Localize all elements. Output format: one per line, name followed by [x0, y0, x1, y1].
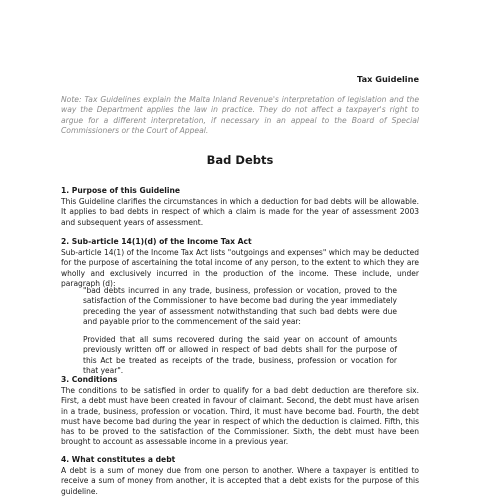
section-heading-sub-article: 2. Sub-article 14(1)(d) of the Income Tax Act	[61, 237, 252, 246]
document-type-label: Tax Guideline	[357, 74, 419, 84]
section-heading-purpose: 1. Purpose of this Guideline	[61, 186, 181, 195]
page-title: Bad Debts	[206, 153, 274, 167]
quoted-proviso: Provided that all sums recovered during the said year on account of amounts previously written off or allowed in respect of bad debts shall for the purpose of this Act be treated as receipts of the trade, business, profession or vocation for that year".	[83, 335, 397, 375]
quoted-provision: "bad debts incurred in any trade, business, profession or vocation, proved to the satisfaction of the Commissioner to have become bad during the year immediately preceding the year of assessment notwithstanding that such bad debts were due and payable prior to the commencement of the said year:	[83, 286, 397, 326]
section-heading-conditions: 3. Conditions	[61, 375, 118, 384]
section-body-sub-article: Sub-article 14(1) of the Income Tax Act lists "outgoings and expenses" which may be deducted for the purpose of ascertaining the total income of any person, to the extent to which they are wholly and exclusively incurred in the production of the income. These include, under paragraph (d):	[61, 248, 419, 288]
section-body-conditions: The conditions to be satisfied in order to qualify for a bad debt deduction are therefore six. First, a debt must have been created in favour of claimant. Second, the debt must have arisen in a trade, business, profession or vocation. Third, it must have become bad. Fourth, the debt must have become bad during the year in respect of which the deduction is claimed. Fifth, this has to be proved to the satisfaction of the Commissioner. Sixth, the debt must have been brought to account as assessable income in a previous year.	[61, 386, 419, 447]
section-body-debt: A debt is a sum of money due from one person to another. Where a taxpayer is entitled to receive a sum of money from another, it is accepted that a debt exists for the purpose of this guideline.	[61, 466, 419, 496]
section-body-purpose: This Guideline clarifies the circumstances in which a deduction for bad debts will be allowable. It applies to bad debts in respect of which a claim is made for the year of assessment 2003 and subsequent years of assessment.	[61, 197, 419, 227]
section-heading-debt: 4. What constitutes a debt	[61, 455, 176, 464]
disclaimer-note: Note: Tax Guidelines explain the Malta Inland Revenue's interpretation of legislation and the way the Department applies the law in practice. They do not affect a taxpayer's right to argue for a different interpretation, if necessary in an appeal to the Board of Special Commissioners or the Court of Appeal.	[61, 95, 419, 135]
